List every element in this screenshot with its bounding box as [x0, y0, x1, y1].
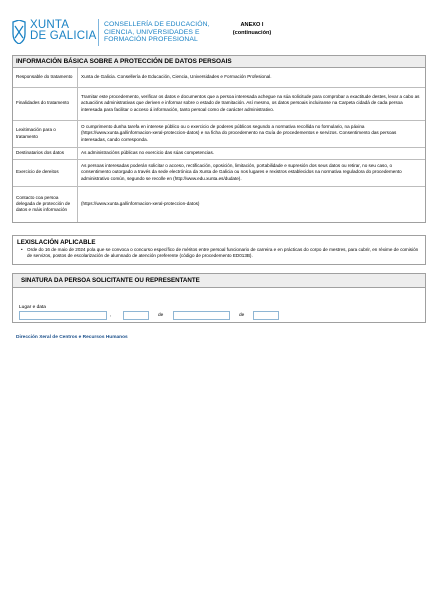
signature-title: SINATURA DA PERSOA SOLICITANTE OU REPRESENTANTE	[13, 274, 425, 288]
data-protection-section	[12, 55, 426, 223]
annex-heading	[222, 22, 282, 37]
dept-line-3: FORMACIÓN PROFESIONAL	[104, 36, 198, 43]
department-name	[104, 21, 210, 44]
year-input[interactable]	[253, 311, 279, 320]
table-row	[13, 159, 425, 186]
data-protection-title: INFORMACIÓN BÁSICA SOBRE A PROTECCIÓN DE DATOS PERSOAIS	[13, 56, 425, 68]
table-row	[13, 186, 425, 222]
annex-title: ANEXO I	[240, 22, 264, 28]
signature-section	[12, 273, 426, 323]
row-label: Exercicio de dereitos	[13, 159, 78, 186]
row-label: Lexitimación para o tratamento	[13, 120, 78, 147]
table-row	[13, 87, 425, 120]
table-row	[13, 120, 425, 147]
dept-line-1: CONSELLERÍA DE EDUCACIÓN,	[104, 21, 210, 28]
row-label: Contacto coa persoa delegada de protección de datos e máis información	[13, 186, 78, 222]
logo-line-2: DE GALICIA	[30, 30, 97, 42]
de-separator-1: de	[158, 313, 164, 318]
de-separator-2: de	[239, 313, 245, 318]
row-label: Destinatarios dos datos	[13, 147, 78, 159]
logo-line-1: XUNTA	[30, 19, 70, 31]
row-text: As persoas interesadas poderán solicitar o acceso, rectificación, oposición, limitación, portabilidade e supresión dos seus datos ou retirar, no seu caso, o consentimento outorgado a través da sede electrónica da Xunta de Galicia ou nos lugares e rexistros establecidos na normativa reguladora do procedemento administrativo común, segundo se recolle en (http://www.edu.xunta.es/dudate).	[78, 159, 426, 186]
row-text: (https://www.xunta.gal/informacion-xeral-proteccion-datos)	[78, 186, 426, 222]
row-label: Responsable do tratamento	[13, 68, 78, 87]
logo-divider	[98, 19, 99, 46]
row-text: As administracións públicas no exercicio das súas competencias.	[78, 147, 426, 159]
row-label: Finalidades do tratamento	[13, 87, 78, 120]
comma-separator: ,	[110, 313, 112, 318]
legislation-text: Orde do 16 de maio de 2024 pola que se convoca o concurso específico de méritos entre persoal funcionario de carreira e en prácticas do corpo de mestres, para cubrir, en réxime de comisión de servizos, postos de escolarización de alumnado de atención preferente (código de procedemento ED013B).	[27, 247, 419, 259]
row-text: O cumprimento dunha tarefa en interese público ou o exercicio de poderes públicos segundo a normativa recollida no formulario, na páxina (https://www.xunta.gal/informacion-xeral-proteccion-datos) e na ficha do procedemento na Guía de procedementos e servizos. Consentimento das persoas interesadas, cando corresponda.	[78, 120, 426, 147]
place-date-label: Lugar e data	[19, 305, 46, 310]
table-row	[13, 68, 425, 87]
xunta-logo-icon	[12, 20, 26, 44]
table-row	[13, 147, 425, 159]
bullet-icon: •	[21, 247, 23, 252]
row-text: Tramitar este procedemento, verificar os datos e documentos que a persoa interesada achegue na súa solicitude para comprobar a exactitude destes, levar a cabo as actuacións administrativas que deriven e informar sobre o estado de tramitación. Así mesmo, os datos persoais incluiranse na Carpeta cidadá de cada persoa interesada para facilitar o acceso á información, tanto persoal como de carácter administrativo.	[78, 87, 426, 120]
legislation-title: LEXISLACIÓN APLICABLE	[17, 239, 96, 246]
annex-subtitle: (continuación)	[232, 29, 272, 36]
footer-department: Dirección Xeral de Centros e Recursos Humanos	[16, 335, 128, 340]
legislation-item	[13, 247, 425, 262]
place-input[interactable]	[19, 311, 107, 320]
dept-line-2: CIENCIA, UNIVERSIDADES E	[104, 28, 200, 36]
day-input[interactable]	[123, 311, 149, 320]
logo-wordmark	[30, 20, 97, 42]
document-header	[12, 18, 432, 48]
row-text: Xunta de Galicia. Consellería de Educación, Ciencia, Universidades e Formación Profesional.	[81, 74, 272, 80]
data-protection-table	[13, 68, 425, 222]
legislation-section	[12, 235, 426, 265]
month-input[interactable]	[173, 311, 230, 320]
